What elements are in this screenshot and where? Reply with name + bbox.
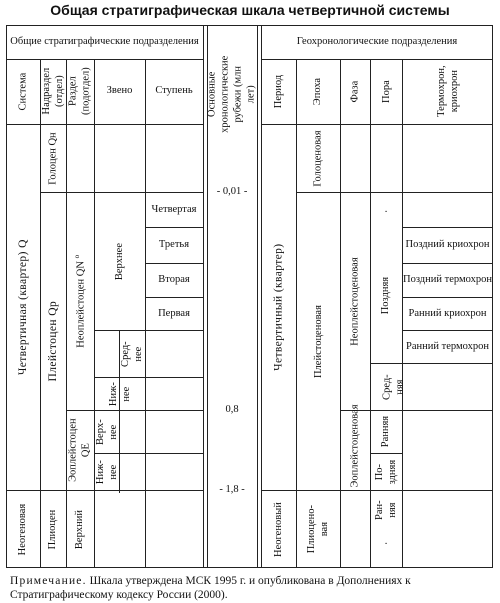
stage-first: Первая	[158, 307, 190, 319]
page-title: Общая стратиграфическая шкала четвертичной системы	[50, 2, 450, 18]
termochron-late-cryochron: Поздний криохрон	[405, 239, 490, 251]
header-nadrazdel: Надраздел (отдел)	[40, 68, 66, 115]
boundary-dash-left: -	[219, 483, 223, 495]
termochron-early-thermochron: Ранний термохрон	[406, 340, 489, 352]
footnote-text: Шкала утверждена МСК 1995 г. и опубликована в Дополнениях к Стратиграфическому кодексу России (2000).	[10, 575, 411, 602]
header-period: Период	[272, 74, 284, 109]
footnote	[10, 574, 490, 603]
header-general-group: Общие стратиграфические подразделения	[10, 35, 199, 47]
boundary-dash-right: -	[243, 185, 248, 197]
footnote-lead: Примечание.	[10, 575, 87, 587]
boundary-value: 0,01	[222, 185, 242, 197]
holocene-label: Голоцен Qн	[47, 132, 59, 185]
system-quaternary: Четвертичная (квартер) Q	[16, 239, 29, 376]
holocene-epoch: Голоценовая	[312, 130, 324, 187]
early-pora-eo: Ран-няя	[373, 500, 398, 520]
neopleistocene-phase: Неоплейстоценовая	[349, 257, 361, 346]
stage-third: Третья	[158, 239, 190, 251]
boundary-dash-left: -	[216, 185, 221, 197]
pleistocene-label: Плейстоцен Qр	[46, 301, 59, 382]
lower-link-eo: Ниж-нее	[94, 460, 119, 484]
neogene-dot: .	[384, 535, 388, 547]
header-termohron: Термохрон, криохрон	[435, 65, 460, 118]
upper-pliocene-label: Верхний	[74, 509, 86, 550]
boundary-dash-right: -	[241, 483, 245, 495]
stage-fourth: Четвертая	[151, 203, 197, 215]
header-razdel: Раздел (подотдел)	[67, 67, 92, 116]
header-faza: Фаза	[349, 80, 361, 103]
pleistocene-epoch: Плейстоценовая	[312, 305, 324, 378]
header-epoha: Эпоха	[312, 77, 324, 106]
upper-link-eo: Верх-нее	[94, 419, 119, 445]
boundary-1-8	[207, 483, 257, 497]
eopleistocene-phase: Эоплейстоценовая	[349, 404, 361, 488]
neopleistocene-mark: o	[72, 255, 81, 259]
boundary-value: 0,8	[225, 403, 239, 415]
neogene-system: Неогеновая	[17, 503, 29, 556]
middle-pora: Сред-няя	[381, 374, 406, 400]
early-pora: Ранняя	[380, 416, 392, 448]
boundary-0-8	[207, 403, 257, 417]
eopleistocene-label: Эоплейстоцен QE	[67, 418, 92, 483]
lower-link-neo: Ниж-нее	[107, 382, 132, 406]
neopleistocene-label: Неоплейстоцен QN $^o$	[72, 255, 87, 348]
period-quaternary: Четвертичный (квартер)	[272, 243, 285, 372]
header-pora: Пора	[380, 80, 392, 103]
stratigraphic-table	[6, 25, 493, 568]
stage-second: Вторая	[158, 274, 190, 286]
termochron-early-cryochron: Ранний криохрон	[408, 307, 487, 319]
header-rubezhi: Основные хронологические рубежи (млн лет)	[206, 55, 258, 133]
termochron-late-thermochron: Поздний термохрон	[403, 274, 492, 286]
pliocene-label: Плиоцен	[47, 509, 59, 550]
holocene-dot: .	[384, 203, 388, 215]
neogene-period: Неогеновый	[272, 502, 284, 557]
boundary-value: 1,8	[225, 483, 239, 495]
header-sistema: Система	[17, 72, 29, 111]
pliocene-epoch: Плиоцено-вая	[305, 505, 330, 554]
header-geochron-group: Геохронологические подразделения	[296, 35, 458, 47]
header-stupen: Ступень	[155, 85, 193, 97]
header-zveno: Звено	[106, 85, 133, 97]
upper-link: Верхнее	[113, 242, 125, 281]
late-pora: Поздняя	[380, 276, 392, 315]
middle-link: Сред-нее	[119, 341, 144, 367]
late-pora-eo: По-здняя	[373, 459, 398, 485]
boundary-0-01	[207, 185, 257, 199]
